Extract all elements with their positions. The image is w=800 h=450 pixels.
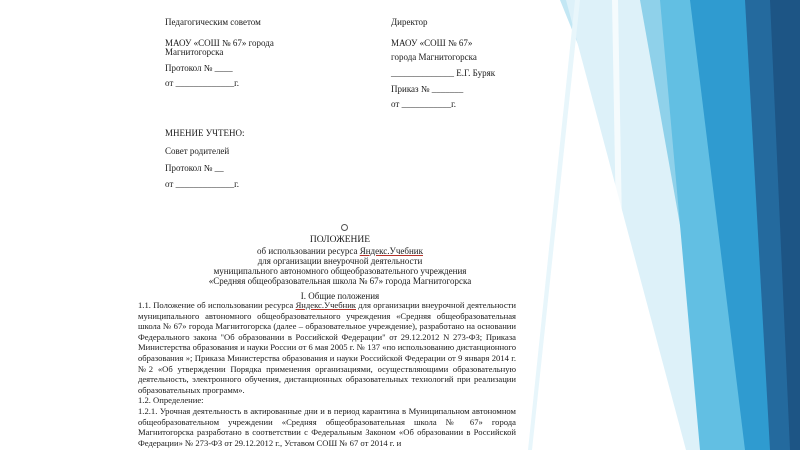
title-line1-text: об использовании ресурса [257,246,360,256]
right-signature: ______________ Е.Г. Буряк [391,68,496,78]
paragraph-1-2-1: 1.2.1. Урочная деятельность в актированные дни и в период карантина в Муниципальном автономном общеобразовательном учреждении «Средняя общеобразовательная школа № 67» города Магнитогорска разработано в соответствии с Федеральным Законом «Об образовании в Российской Федерации» № 273-ФЗ от 29.12.2012 г., Уставом СОШ № 67 от 2014 г. и [138,405,516,448]
paragraph-1-2: 1.2. Определение: [138,395,204,406]
title-line4: «Средняя общеобразовательная школа № 67» города Магнитогорска [208,276,472,286]
right-date: от ___________г. [391,99,456,109]
title-line2: для организации внеурочной деятельности [257,256,423,266]
title-line3: муниципального автономного общеобразовательного учреждения [213,266,467,276]
p1-1-resource-name: Яндекс.Учебник [295,300,356,310]
left-protocol: Протокол № ____ [165,63,233,73]
right-org: МАОУ «СОШ № 67» [391,38,473,48]
circle-bullet-icon [341,224,348,231]
left-approver-line3: Магнитогорска [165,47,224,57]
opinion-protocol: Протокол № __ [165,163,224,173]
right-city: города Магнитогорска [391,52,477,62]
left-approver-line1: Педагогическим советом [165,17,261,27]
right-director-title: Директор [391,17,428,27]
section-body [138,300,516,448]
right-order: Приказ № _______ [391,84,464,94]
left-approver-line2: МАОУ «СОШ № 67» города [165,38,274,48]
section-heading: I. Общие положения [300,291,380,301]
left-date: от _____________г. [165,78,239,88]
opinion-council: Совет родителей [165,146,230,156]
opinion-date: от _____________г. [165,179,239,189]
paragraph-1-1 [138,300,516,395]
opinion-heading: МНЕНИЕ УЧТЕНО: [165,128,245,138]
title-resource-name: Яндекс.Учебник [359,246,423,256]
title-heading: ПОЛОЖЕНИЕ [309,235,371,245]
p1-1-start: 1.1. Положение об использовании ресурса [138,300,296,310]
p1-1-rest: для организации внеурочной деятельности муниципального автономного общеобразовательного учреждения «Средняя общеобразовательная школа № 67» города Магнитогорска (далее – образовательное учреждение), разработано на основании Федерального закона "Об образовании в Российской Федерации" от 29.12.2012 N 273-ФЗ; Приказа Министерства образования и науки России от 6 мая 2005 г. № 137 «по использованию дистанционного образования »; Приказа Министерства образования и науки Российской Федерации от 9 января 2014 г. №2 «Об утверждении Порядка применения организациями, осуществляющими образовательную деятельность, электронного обучения, дистанционных образовательных технологий при реализации образовательных программ». [138,300,516,395]
